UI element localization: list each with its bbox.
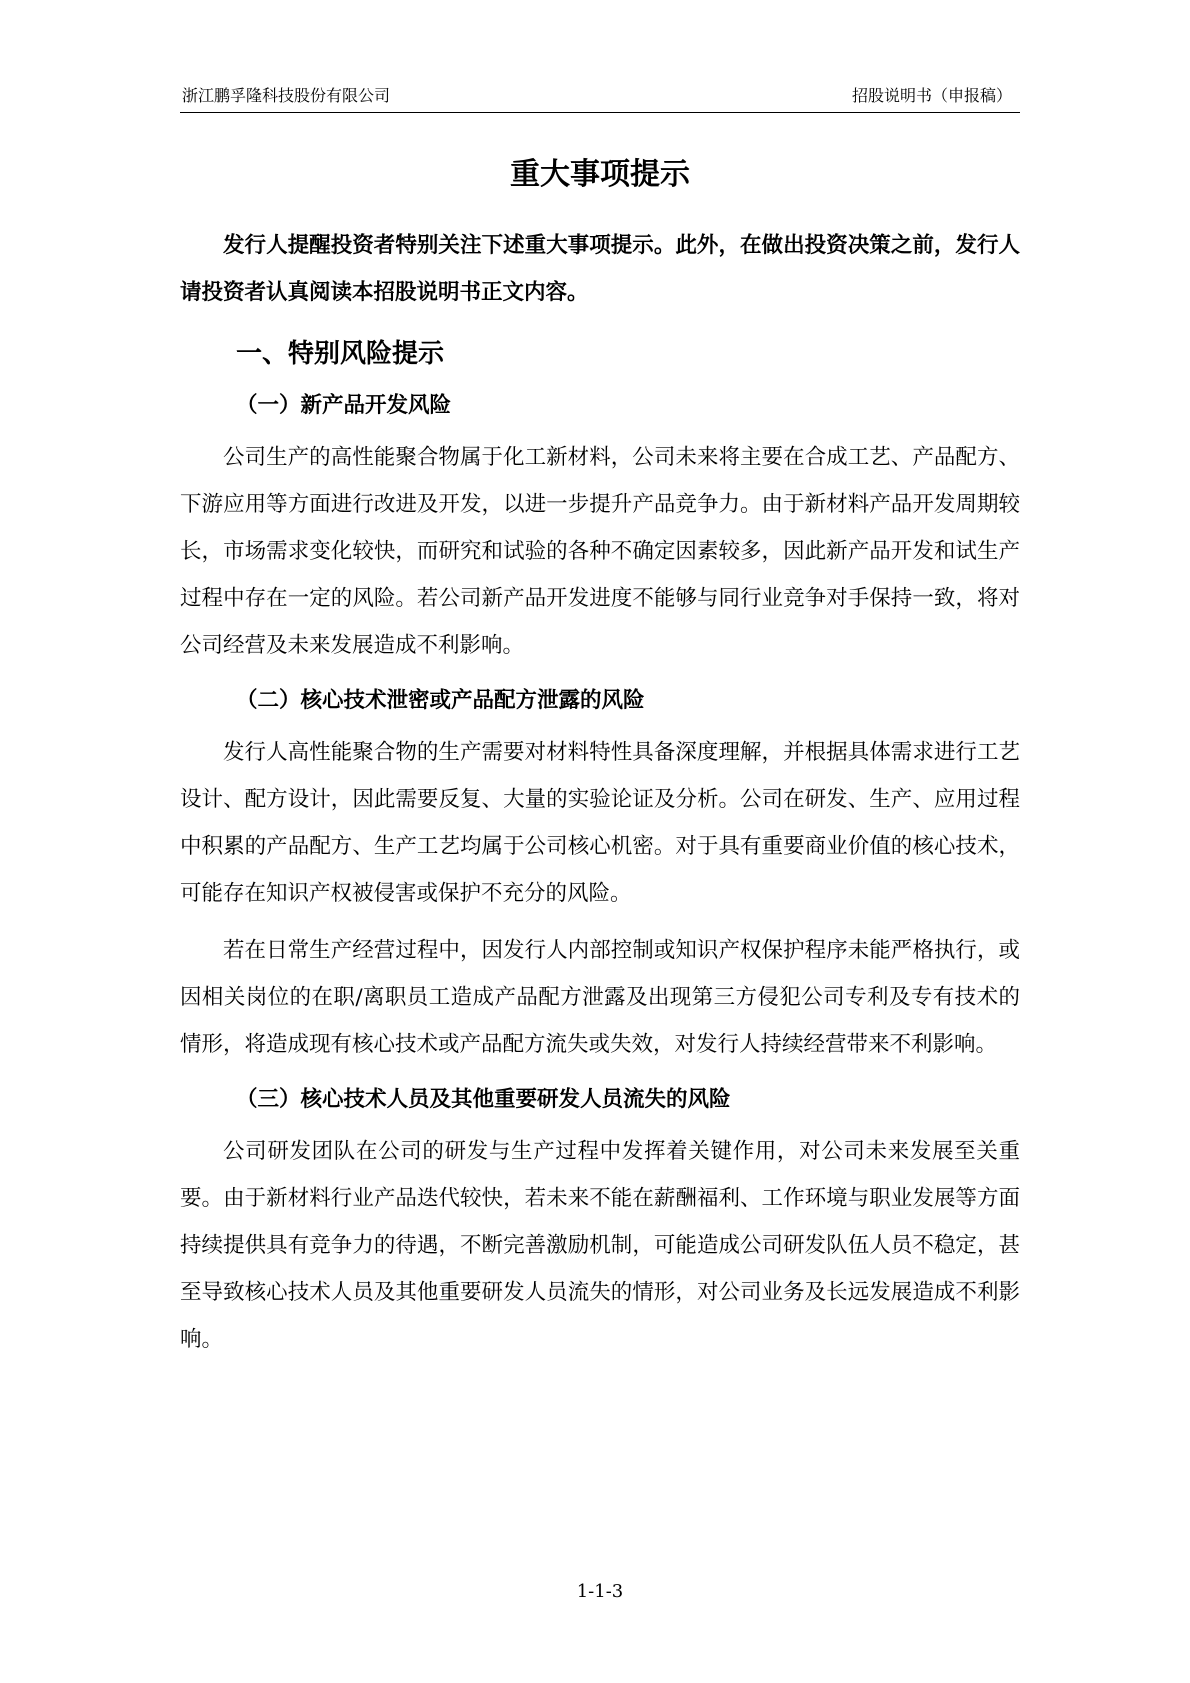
subsection-heading-staff-loss-risk: （三）核心技术人员及其他重要研发人员流失的风险 [236,1087,731,1112]
document-body [180,222,1020,1373]
page-number: 1-1-3 [576,1581,624,1602]
paragraph-staff-loss-risk: 公司研发团队在公司的研发与生产过程中发挥着关键作用，对公司未来发展至关重要。由于新材料行业产品迭代较快，若未来不能在薪酬福利、工作环境与职业发展等方面持续提供具有竞争力的待遇，不断完善激励机制，可能造成公司研发队伍人员不稳定，甚至导致核心技术人员及其他重要研发人员流失的情形，对公司业务及长远发展造成不利影响。 [180,1139,1020,1352]
paragraph-tech-leak-risk-1: 发行人高性能聚合物的生产需要对材料特性具备深度理解，并根据具体需求进行工艺设计、配方设计，因此需要反复、大量的实验论证及分析。公司在研发、生产、应用过程中积累的产品配方、生产工艺均属于公司核心机密。对于具有重要商业价值的核心技术，可能存在知识产权被侵害或保护不充分的风险。 [180,740,1020,906]
section-heading-special-risks: 一、特别风险提示 [236,339,445,369]
subsection-heading-new-product-risk: （一）新产品开发风险 [236,393,452,418]
paragraph-tech-leak-risk-2: 若在日常生产经营过程中，因发行人内部控制或知识产权保护程序未能严格执行，或因相关岗位的在职/离职员工造成产品配方泄露及出现第三方侵犯公司专利及专有技术的情形，将造成现有核心技术或产品配方流失或失效，对发行人持续经营带来不利影响。 [180,938,1020,1057]
lead-paragraph: 发行人提醒投资者特别关注下述重大事项提示。此外，在做出投资决策之前，发行人请投资者认真阅读本招股说明书正文内容。 [180,233,1020,305]
page-header [180,84,1020,113]
document-title: 重大事项提示 [510,157,690,192]
subsection-heading-tech-leak-risk: （二）核心技术泄密或产品配方泄露的风险 [236,688,645,713]
paragraph-new-product-risk: 公司生产的高性能聚合物属于化工新材料，公司未来将主要在合成工艺、产品配方、下游应用等方面进行改进及开发，以进一步提升产品竞争力。由于新材料产品开发周期较长，市场需求变化较快，而研究和试验的各种不确定因素较多，因此新产品开发和试生产过程中存在一定的风险。若公司新产品开发进度不能够与同行业竞争对手保持一致，将对公司经营及未来发展造成不利影响。 [180,445,1020,658]
header-company: 浙江鹏孚隆科技股份有限公司 [182,86,391,105]
header-doc-type: 招股说明书（申报稿） [851,86,1012,105]
